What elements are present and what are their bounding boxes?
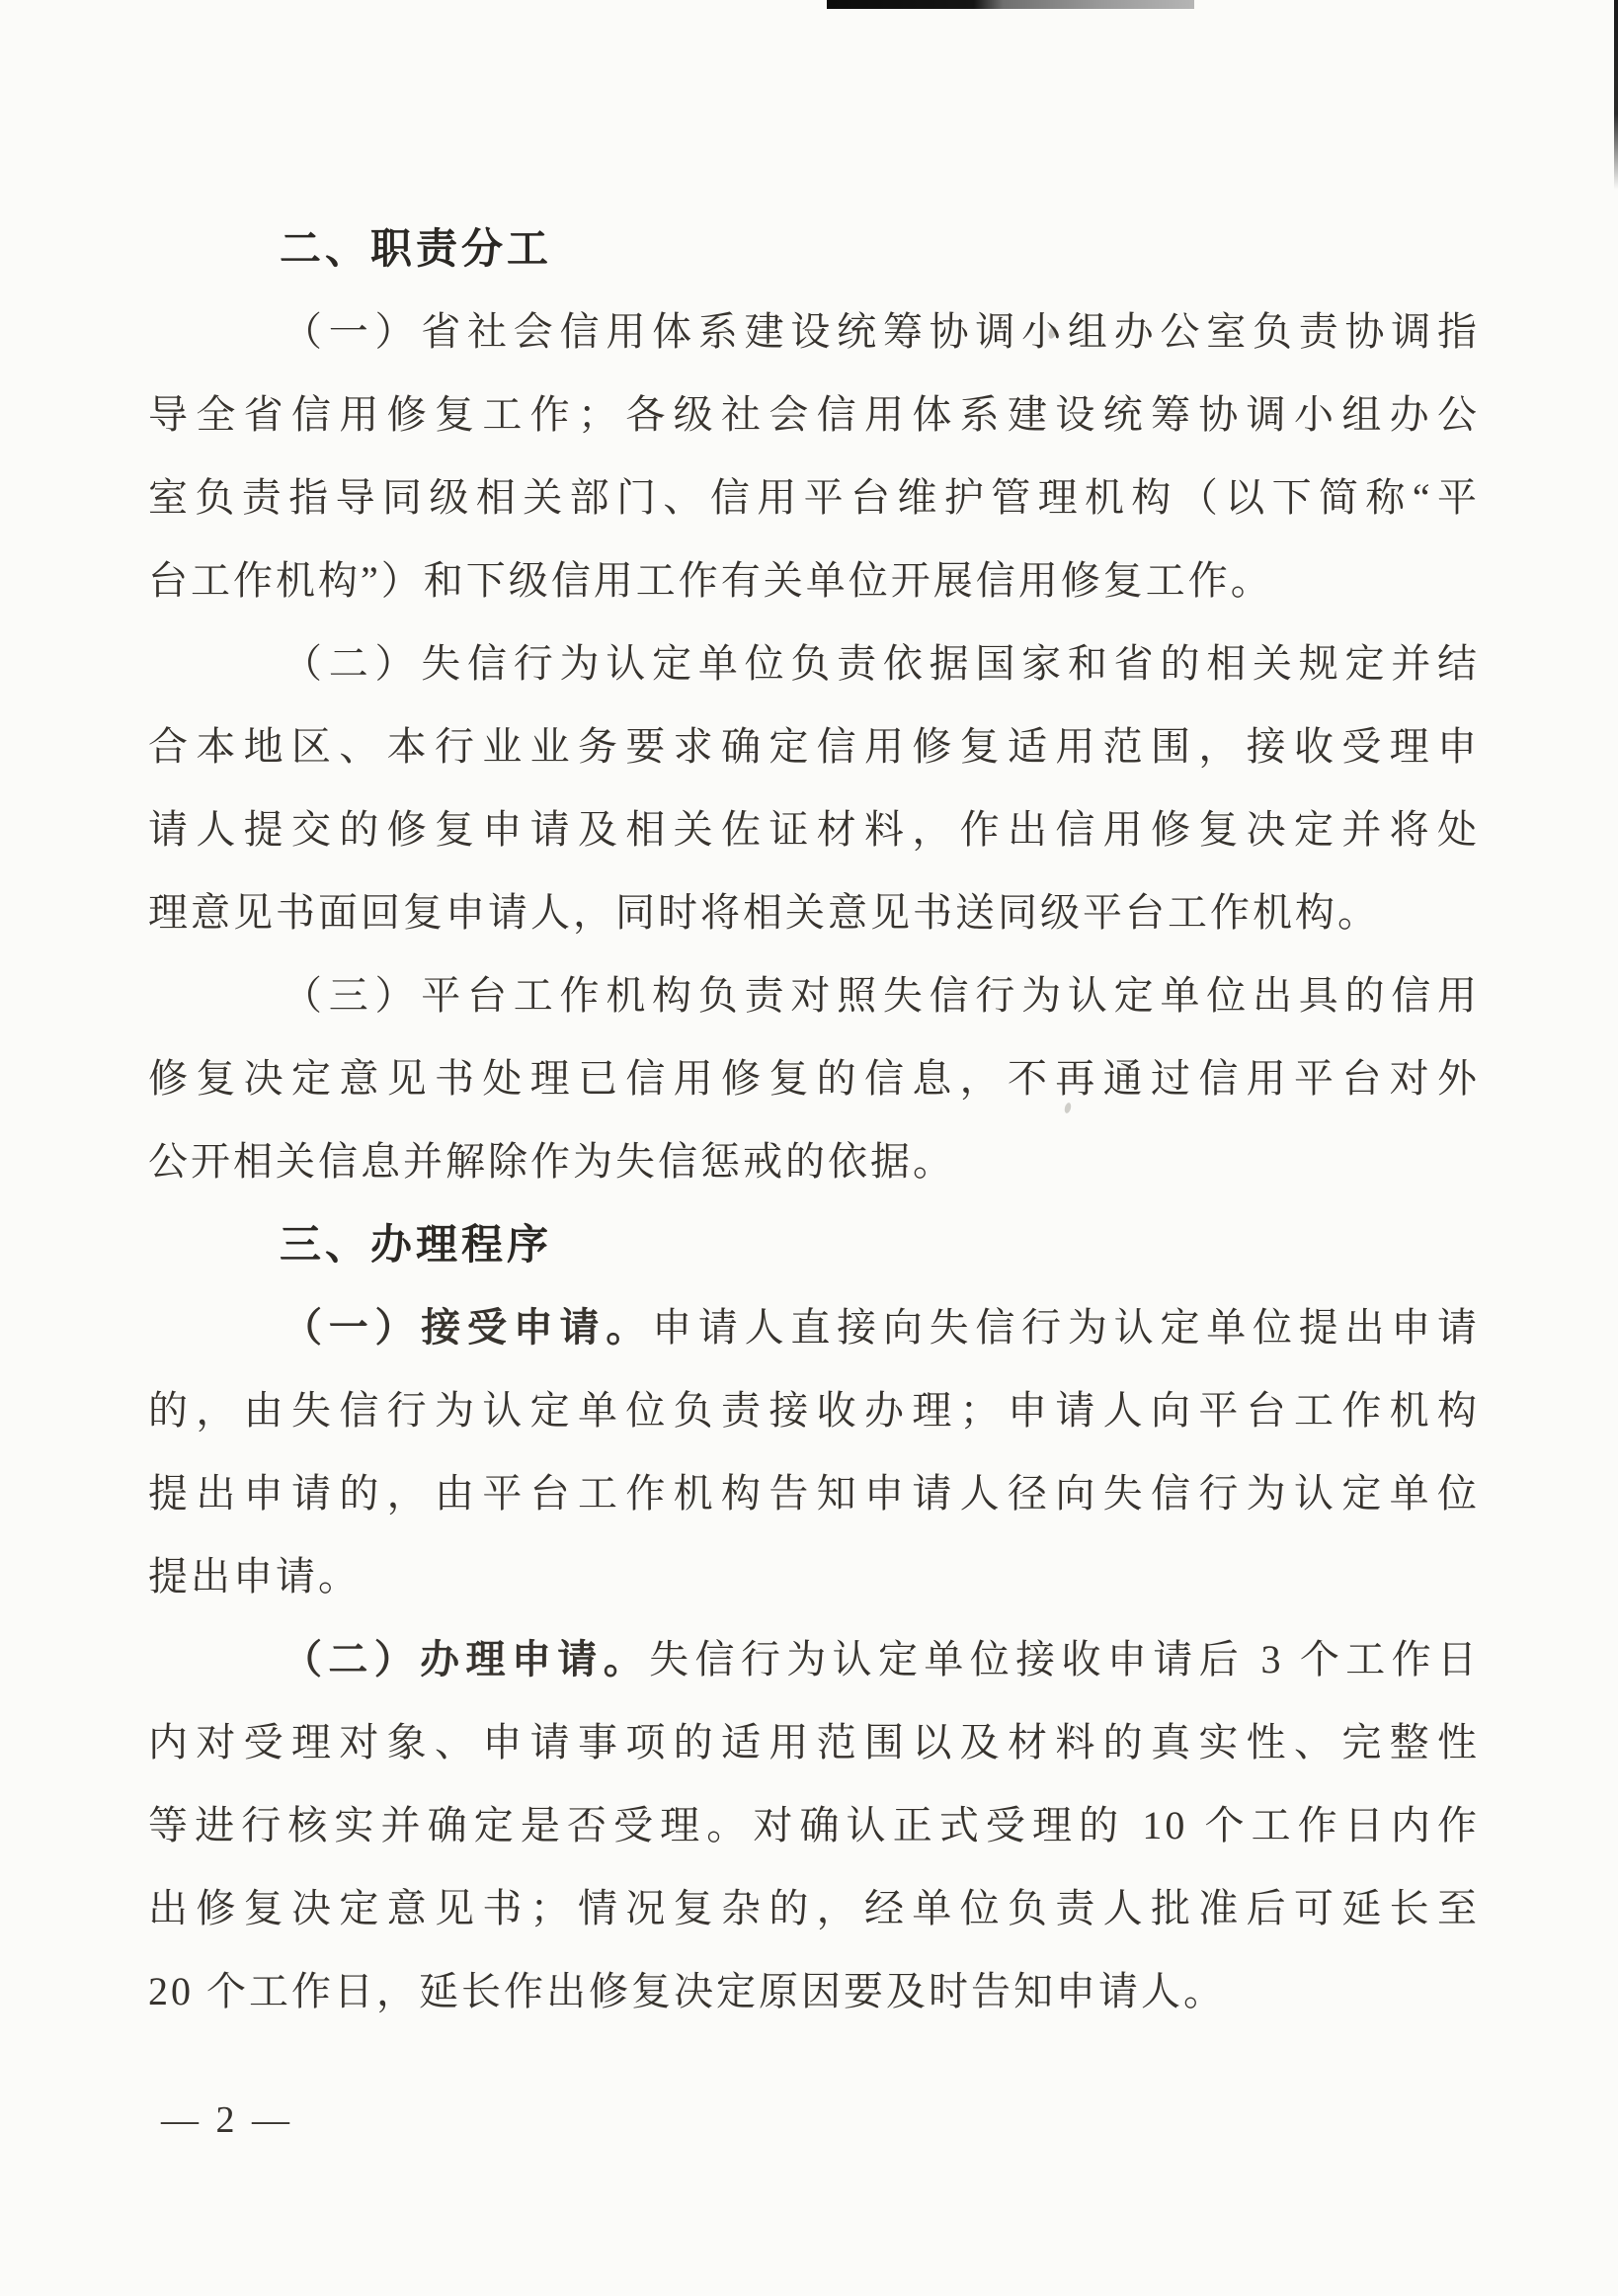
text-line: 请人提交的修复申请及相关佐证材料，作出信用修复决定并将处: [148, 807, 1480, 852]
text-line: 导全省信用修复工作；各级社会信用体系建设统筹协调小组办公: [148, 392, 1480, 437]
text-line: （三）平台工作机构负责对照失信行为认定单位出具的信用: [283, 973, 1480, 1018]
text-line: 合本地区、本行业业务要求确定信用修复适用范围，接收受理申: [148, 724, 1480, 769]
scan-artifact-right-edge-line: [1614, 0, 1618, 190]
text-line-rest: 失信行为认定单位接收申请后 3 个工作日: [649, 1637, 1481, 1681]
text-line: 20 个工作日，延长作出修复决定原因要及时告知申请人。: [148, 1969, 1226, 2013]
text-line: 的，由失信行为认定单位负责接收办理；申请人向平台工作机构: [148, 1388, 1480, 1433]
text-line: （一）省社会信用体系建设统筹协调小组办公室负责协调指: [283, 309, 1480, 354]
text-line-rest: 申请人直接向失信行为认定单位提出申请: [652, 1305, 1481, 1350]
scan-artifact-top-bar: [827, 0, 1194, 9]
text-line: 等进行核实并确定是否受理。对确认正式受理的 10 个工作日内作: [148, 1803, 1480, 1847]
text-line: [148, 1286, 1480, 1369]
text-line: 提出申请的，由平台工作机构告知申请人径向失信行为认定单位: [148, 1471, 1480, 1516]
text-line: 提出申请。: [148, 1554, 361, 1599]
bold-lead-process-application: （二）办理申请。: [283, 1638, 650, 1681]
text-line: 公开相关信息并解除作为失信惩戒的依据。: [148, 1139, 955, 1184]
text-line: 出修复决定意见书；情况复杂的，经单位负责人批准后可延长至: [148, 1886, 1480, 1930]
text-line: 理意见书面回复申请人，同时将相关意见书送同级平台工作机构。: [148, 890, 1380, 935]
text-line: [148, 1618, 1480, 1701]
text-line: 修复决定意见书处理已信用修复的信息，不再通过信用平台对外: [148, 1056, 1480, 1101]
section-heading-duties: 二、职责分工: [280, 225, 553, 272]
text-line: 内对受理对象、申请事项的适用范围以及材料的真实性、完整性: [148, 1720, 1480, 1764]
bold-lead-accept-application: （一）接受申请。: [283, 1306, 653, 1350]
text-line: （二）失信行为认定单位负责依据国家和省的相关规定并结: [283, 641, 1480, 686]
page-number: — 2 —: [161, 2099, 293, 2141]
text-line: 室负责指导同级相关部门、信用平台维护管理机构（以下简称“平: [148, 475, 1480, 520]
section-heading-procedures: 三、办理程序: [280, 1221, 553, 1268]
text-line: 台工作机构”）和下级信用工作有关单位开展信用修复工作。: [148, 558, 1273, 603]
document-body: [148, 207, 1480, 2033]
